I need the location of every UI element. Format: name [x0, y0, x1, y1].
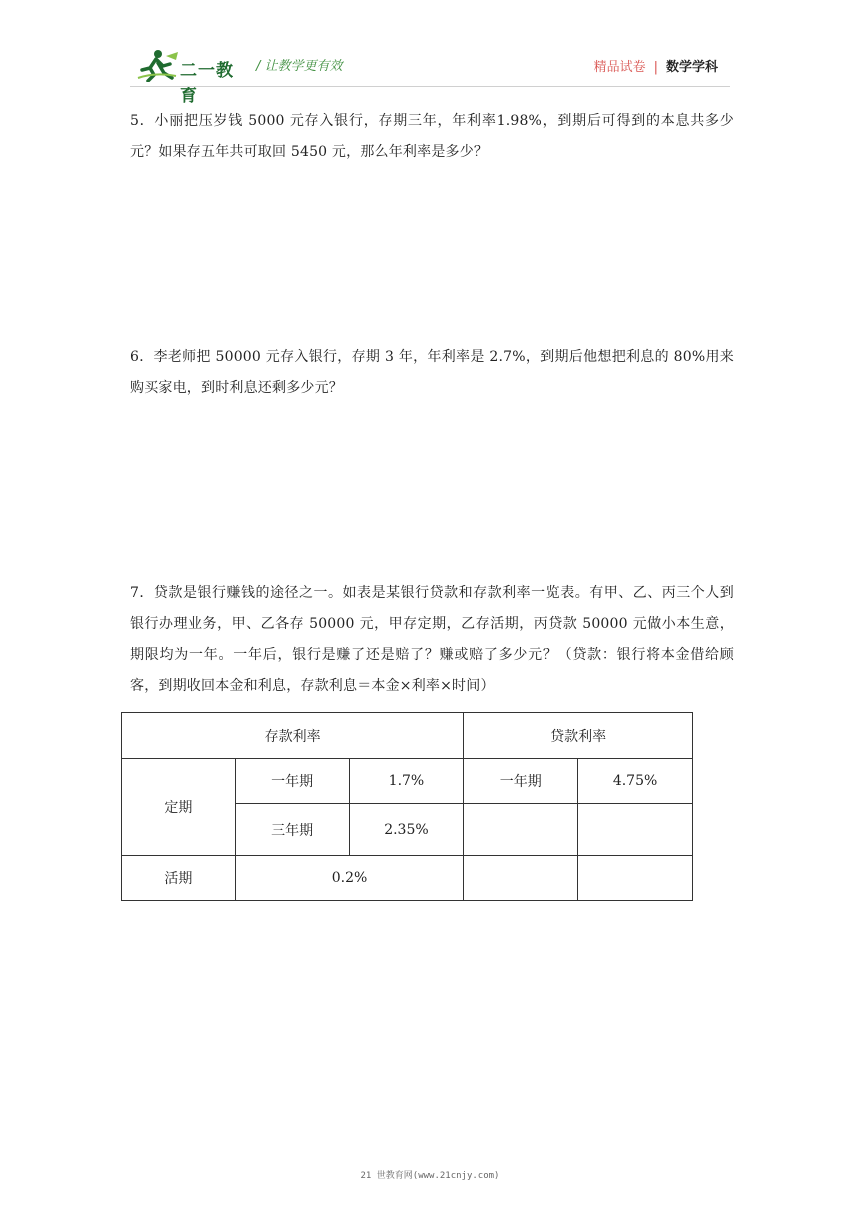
- current-deposit-label: 活期: [122, 856, 236, 901]
- current-deposit-rate: 0.2%: [235, 856, 464, 901]
- loan-rate-header: 贷款利率: [464, 713, 693, 759]
- quality-tag: 精品试卷: [593, 60, 646, 75]
- empty-cell: [578, 856, 693, 901]
- three-year-term: 三年期: [235, 804, 349, 856]
- header-divider: [130, 86, 730, 87]
- question-5: 5．小丽把压岁钱 5000 元存入银行，存期三年，年利率1.98%，到期后可得到的本息共多少元？如果存五年共可取回 5450 元，那么年利率是多少？: [130, 113, 734, 160]
- logo: [136, 48, 248, 106]
- empty-cell: [464, 804, 578, 856]
- tag-separator: |: [653, 60, 658, 75]
- deposit-rate-header: 存款利率: [122, 713, 464, 759]
- slogan: / 让教学更有效: [256, 59, 343, 74]
- fixed-term-label: 定期: [122, 759, 236, 856]
- table-row: [122, 856, 693, 901]
- page-header: [130, 46, 730, 106]
- one-year-term: 一年期: [235, 759, 349, 804]
- table-row: [122, 713, 693, 759]
- three-year-rate: 2.35%: [349, 804, 464, 856]
- empty-cell: [464, 856, 578, 901]
- question-6: 6．李老师把 50000 元存入银行，存期 3 年，年利率是 2.7%，到期后他想把利息的 80%用来购买家电，到时利息还剩多少元？: [130, 349, 734, 396]
- page-footer: 21 世教育网(www.21cnjy.com): [360, 1171, 500, 1181]
- running-man-icon: [136, 48, 180, 82]
- table-row: [122, 759, 693, 804]
- question-7: 7．贷款是银行赚钱的途径之一。如表是某银行贷款和存款利率一览表。有甲、乙、丙三个人到银行办理业务，甲、乙各存 50000 元，甲存定期，乙存活期，丙贷款 50000 元做小本生意，期限均为一年。一年后，银行是赚了还是赔了？赚或赔了多少元？（贷款：银行将本金借给顾客，到期收回本金和利息，存款利息＝本金×利率×时间）: [130, 585, 734, 694]
- loan-one-year-rate: 4.75%: [578, 759, 693, 804]
- subject-tag: 数学学科: [665, 60, 718, 75]
- loan-one-year-term: 一年期: [464, 759, 578, 804]
- empty-cell: [578, 804, 693, 856]
- logo-text: 二一教育: [180, 61, 234, 106]
- header-tags: [594, 56, 718, 75]
- one-year-rate: 1.7%: [349, 759, 464, 804]
- interest-rate-table: [121, 712, 693, 901]
